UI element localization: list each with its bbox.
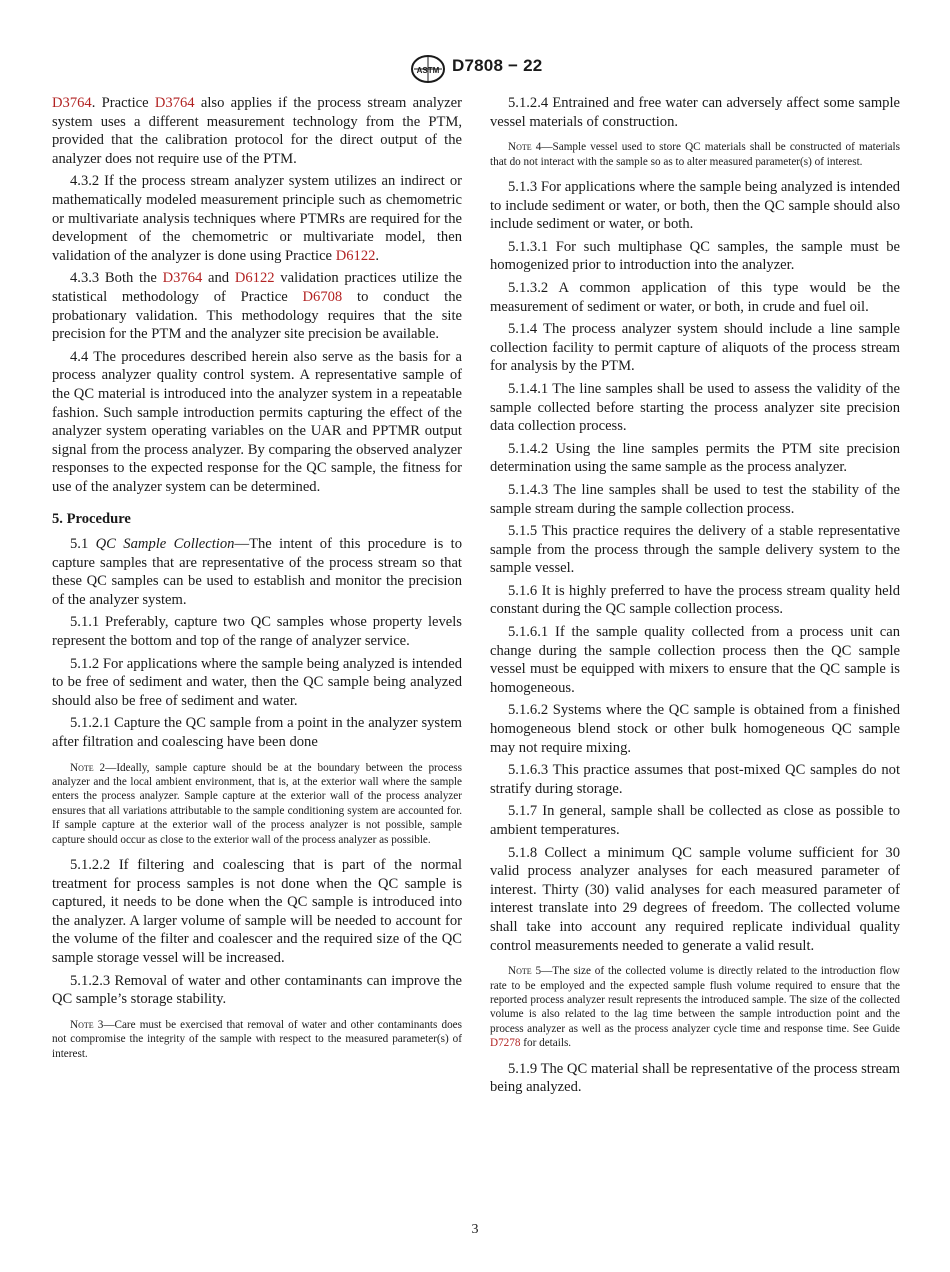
- subsection-title: QC Sample Collection: [95, 536, 235, 553]
- note-text: —Care must be exercised that removal of water and other contaminants does not compromise the integrity of the sample with respect to the measured parameter(s) of interest.: [52, 1018, 462, 1060]
- paragraph-5-1-6-3: 5.1.6.3 This practice assumes that post-mixed QC samples do not stratify during storage.: [490, 762, 900, 797]
- text-run: 5.1: [70, 536, 96, 553]
- paragraph-5-1-9: 5.1.9 The QC material shall be representative of the process stream being analyzed.: [490, 1060, 901, 1096]
- note-3: [52, 1018, 462, 1061]
- paragraph-4-4: 4.4 The procedures described herein also serve as the basis for a process analyzer quality control system. A representative sample of the QC material is introduced into the analyzer system in a repeatable fashion. Such sample introduction permits capturing the effect of the analyzer system operating variables on the UAR and PPTMR output signal from the process analyzer. By comparing the observed analyzer responses to the expected response for the QC sample, the fitness for use of the analyzer system can be determined.: [52, 348, 462, 495]
- paragraph-5-1-5: 5.1.5 This practice requires the delivery of a stable representative sample from the process through the sample delivery system to the sample vessel.: [490, 523, 900, 577]
- note-5: [490, 964, 900, 1050]
- text-run: validation practices utilize the statistical methodology of Practice: [52, 270, 462, 305]
- text-run: also applies if the process stream analyzer system uses a different measurement technology from the PTM, provided that the calibration protocol for the direct output of the analyzer does not require use of the PTM.: [52, 95, 462, 167]
- astm-logo-icon: [410, 54, 446, 84]
- page-number: 3: [471, 1222, 479, 1237]
- right-column: [490, 94, 900, 1101]
- text-run: —The intent of this procedure is to capture samples that are representative of the process stream so that these QC samples can be used to establish and monitor the precision of the analyzer system.: [52, 536, 463, 608]
- note-text: for details.: [520, 1037, 572, 1050]
- paragraph-5-1-2-3: 5.1.2.3 Removal of water and other contaminants can improve the QC sample’s storage stability.: [52, 972, 462, 1008]
- left-column: [52, 94, 462, 1070]
- note-text: —The size of the collected volume is directly related to the introduction flow rate to be employed and the expected sample flush volume required to ensure that the reported process analyzer result represents the introduced sample. The size of the collected volume is also related to the lag time between the sample introduction point and the process analyzer as well as the process analyzer cycle time and response time. See Guide: [490, 965, 900, 1035]
- paragraph-4-3-1-cont: [52, 94, 462, 168]
- paragraph-5-1: [52, 535, 462, 609]
- section-heading-procedure: 5. Procedure: [52, 511, 131, 528]
- paragraph-5-1-2-2: 5.1.2.2 If filtering and coalescing that is part of the normal treatment for process samples is not done when the QC sample is captured, it needs to be done when the QC sample is introduced into the analyzer. A larger volume of sample will be needed to account for the volume of the filter and coalescer and the required size of the QC sample storage vessel will be increased.: [52, 857, 462, 966]
- paragraph-5-1-4-2: 5.1.4.2 Using the line samples permits the PTM site precision determination using the same sample as the process analyzer.: [490, 440, 900, 476]
- paragraph-5-1-4: 5.1.4 The process analyzer system should include a line sample collection facility to permit capture of aliquots of the process stream for analysis by the PTM.: [490, 321, 900, 375]
- link-d6708[interactable]: D6708: [302, 288, 343, 305]
- paragraph-5-1-8: 5.1.8 Collect a minimum QC sample volume sufficient for 30 valid process analyzer analyses for each measured parameter of interest. Thirty (30) valid analyses for each measured parameter of interest translate into 29 degrees of freedom. The collected volume shall take into account any required replicate individual quality control measurements needed to generate a valid result.: [490, 844, 900, 954]
- text-run: 4.3.2 If the process stream analyzer system utilizes an indirect or mathematically modeled measurement principle such as chemometric or multivariate analysis techniques where PTMRs are required for the development of the chemometric or multivariate model, then validation of the analyzer is done using Practice: [52, 173, 462, 264]
- paragraph-5-1-6: 5.1.6 It is highly preferred to have the process stream quality held constant during the QC sample collection process.: [490, 582, 900, 618]
- note-label: Note 5: [508, 965, 542, 978]
- paragraph-5-1-2-1: 5.1.2.1 Capture the QC sample from a point in the analyzer system after filtration and coalescing have been done: [52, 715, 462, 750]
- paragraph-5-1-3-2: 5.1.3.2 A common application of this type would be the measurement of sediment or water, or both, in crude and fuel oil.: [490, 279, 900, 315]
- note-4: [490, 140, 900, 169]
- paragraph-5-1-4-3: 5.1.4.3 The line samples shall be used to test the stability of the sample stream during the sample collection process.: [490, 481, 900, 517]
- text-run: to conduct the probationary validation. This methodology requires that the site precision for the PTM and the analyzer site precision be available.: [52, 288, 462, 343]
- paragraph-5-1-3: 5.1.3 For applications where the sample being analyzed is intended to include sediment or water, or both, then the QC sample should also include sediment or water, or both.: [490, 179, 900, 233]
- paragraph-5-1-6-1: 5.1.6.1 If the sample quality collected from a process unit can change during the sample collection process then the QC sample vessel must be equipped with mixers to ensure that the QC sample is homogeneous.: [490, 624, 900, 696]
- note-label: Note 2: [70, 761, 106, 774]
- link-d6122[interactable]: D6122: [234, 270, 275, 287]
- paragraph-5-1-6-2: 5.1.6.2 Systems where the QC sample is obtained from a finished homogeneous blend stock or other bulk homogeneous QC sample may not require mixing.: [490, 702, 900, 756]
- text-run: 4.3.3 Both the: [70, 270, 163, 287]
- text-run: .: [375, 247, 380, 264]
- paragraph-5-1-4-1: 5.1.4.1 The line samples shall be used to assess the validity of the sample collected before starting the process analyzer site precision data collection process.: [490, 380, 900, 435]
- paragraph-5-1-7: 5.1.7 In general, sample shall be collected as close as possible to ambient temperatures.: [490, 803, 900, 838]
- paragraph-5-1-1: 5.1.1 Preferably, capture two QC samples whose property levels represent the bottom and top of the range of analyzer service.: [52, 614, 462, 650]
- note-text: —Ideally, sample capture should be at the boundary between the process analyzer and the local ambient environment, that is, at the exterior wall where the sample enters the process analyzer. Sample capture at the exterior wall of the process analyzer ensures that all variations attributable to the sample conditioning system are accounted for. If sample capture at the exterior wall of the process analyzer is not possible, sample capture should occur as close to the exterior wall of the process analyzer as possible.: [52, 761, 462, 846]
- link-d7278[interactable]: D7278: [490, 1037, 521, 1050]
- paragraph-4-3-2: [52, 172, 462, 265]
- note-text: —Sample vessel used to store QC materials shall be constructed of materials that do not interact with the sample so as to alter measured parameter(s) of interest.: [490, 141, 900, 168]
- link-d3764[interactable]: D3764: [52, 95, 92, 111]
- note-2: [52, 761, 462, 847]
- link-d3764[interactable]: D3764: [162, 270, 203, 287]
- document-id: D7808 − 22: [452, 56, 543, 75]
- paragraph-5-1-3-1: 5.1.3.1 For such multiphase QC samples, the sample must be homogenized prior to introduction into the analyzer.: [490, 238, 900, 274]
- text-run: . Practice: [91, 95, 155, 111]
- page-header: [0, 54, 950, 84]
- paragraph-5-1-2-4: 5.1.2.4 Entrained and free water can adversely affect some sample vessel materials of construction.: [490, 95, 900, 130]
- note-label: Note 3: [70, 1018, 104, 1031]
- link-d6122[interactable]: D6122: [335, 247, 376, 264]
- text-run: and: [202, 270, 235, 287]
- paragraph-4-3-3: [52, 269, 462, 343]
- note-label: Note 4: [508, 141, 542, 154]
- logo-lettering: ASTM: [416, 66, 440, 75]
- paragraph-5-1-2: 5.1.2 For applications where the sample being analyzed is intended to be free of sediment and water, then the QC sample being analyzed should also be free of sediment and water.: [52, 655, 462, 709]
- link-d3764[interactable]: D3764: [154, 95, 195, 111]
